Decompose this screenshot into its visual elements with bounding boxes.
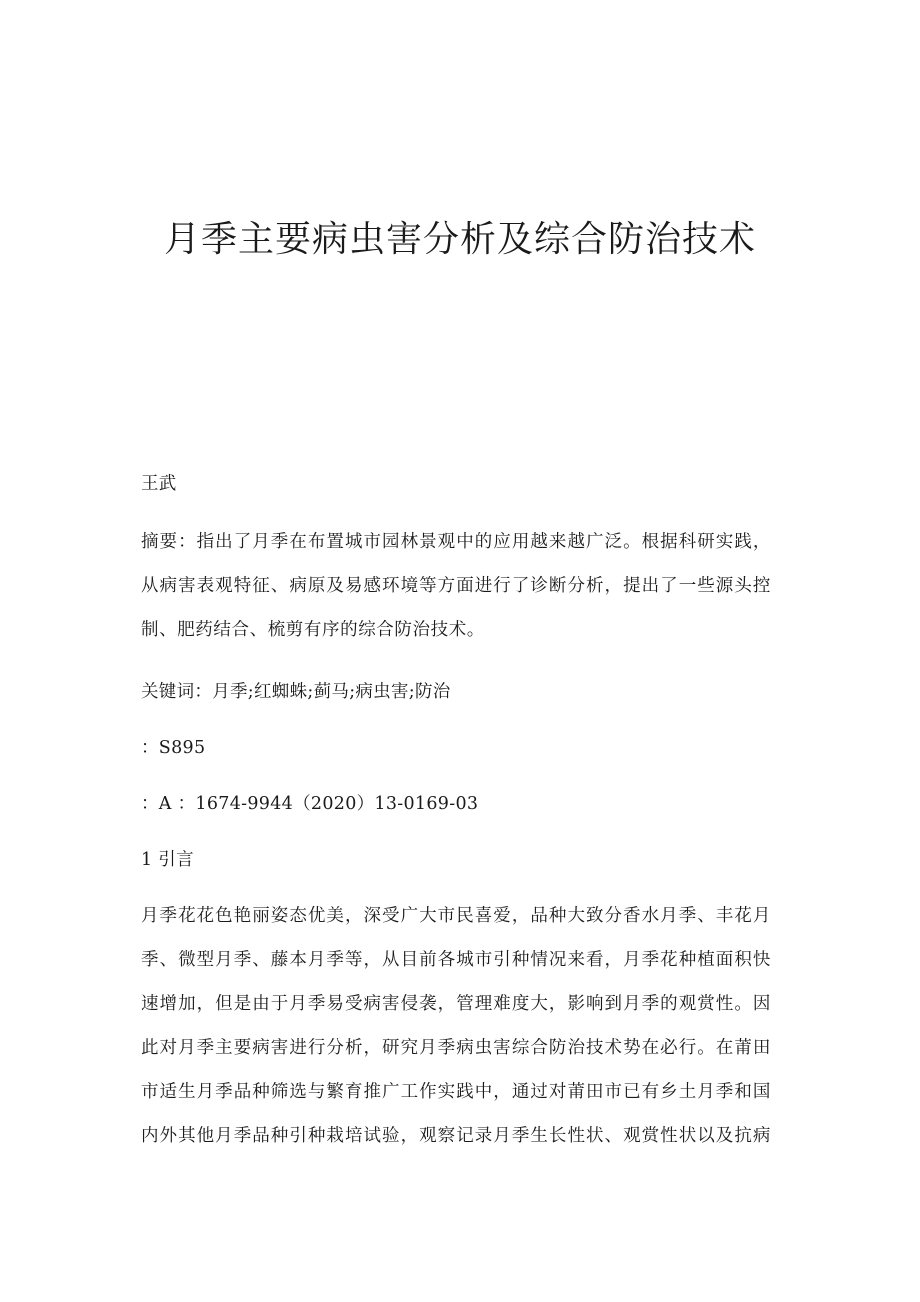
document-code: ：A ：1674-9944（2020）13-0169-03 — [141, 794, 479, 814]
body-line: 季、微型月季、藤本月季等，从目前各城市引种情况来看，月季花种植面积快 — [141, 950, 771, 970]
abstract-paragraph — [141, 520, 771, 652]
abstract-line: 从病害表观特征、病原及易感环境等方面进行了诊断分析，提出了一些源头控 — [141, 576, 771, 596]
body-paragraph — [141, 894, 771, 1158]
body-line: 速增加，但是由于月季易受病害侵袭，管理难度大，影响到月季的观赏性。因 — [141, 994, 771, 1014]
keywords-line: 关键词：月季;红蜘蛛;蓟马;病虫害;防治 — [141, 682, 451, 702]
abstract-line: 摘要：指出了月季在布置城市园林景观中的应用越来越广泛。根据科研实践， — [141, 532, 771, 552]
body-line: 此对月季主要病害进行分析，研究月季病虫害综合防治技术势在必行。在莆田 — [141, 1038, 771, 1058]
abstract-line: 制、肥药结合、梳剪有序的综合防治技术。 — [141, 620, 485, 640]
body-line: 月季花花色艳丽姿态优美，深受广大市民喜爱，品种大致分香水月季、丰花月 — [141, 906, 771, 926]
author-name: 王武 — [141, 474, 177, 494]
body-line: 市适生月季品种筛选与繁育推广工作实践中，通过对莆田市已有乡土月季和国 — [141, 1082, 771, 1102]
classification-code: ：S895 — [141, 738, 206, 758]
body-line: 内外其他月季品种引种栽培试验，观察记录月季生长性状、观赏性状以及抗病 — [141, 1126, 771, 1146]
document-title: 月季主要病虫害分析及综合防治技术 — [163, 219, 756, 260]
section-heading: 1 引言 — [141, 850, 194, 870]
